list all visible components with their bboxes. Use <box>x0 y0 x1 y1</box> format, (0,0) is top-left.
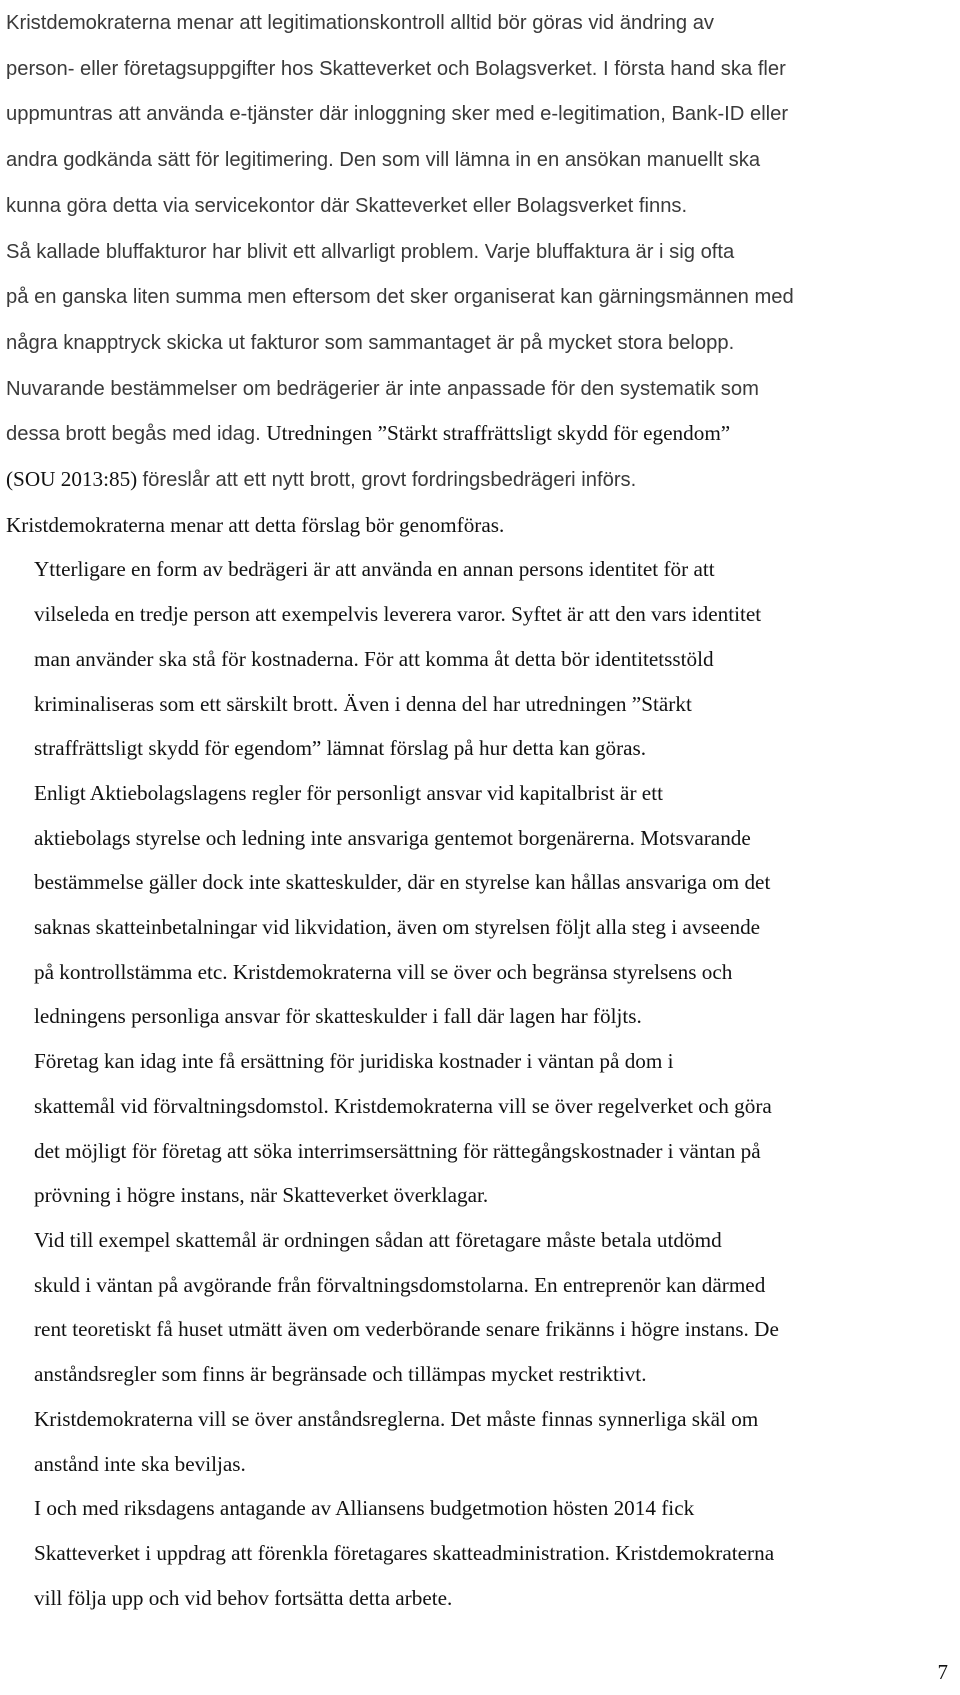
paragraph <box>6 0 954 229</box>
text-run: Ytterligare en form av bedrägeri är att använda en annan persons identitet för att <box>34 557 715 582</box>
text-run: kunna göra detta via servicekontor där Skatteverket eller Bolagsverket finns. <box>6 194 688 217</box>
text-run: skuld i väntan på avgörande från förvaltningsdomstolarna. En entreprenör kan därmed <box>34 1272 766 1297</box>
text-line <box>6 905 954 950</box>
text-run: Nuvarande bestämmelser om bedrägerier är inte anpassade för den systematik som <box>6 377 759 400</box>
text-run: anståndsregler som finns är begränsade och tillämpas mycket restriktivt. <box>34 1362 647 1387</box>
text-run: man använder ska stå för kostnaderna. För att komma åt detta bör identitetsstöld <box>34 646 714 671</box>
text-run: aktiebolags styrelse och ledning inte ansvariga gentemot borgenärerna. Motsvarande <box>34 825 751 850</box>
text-run: Utredningen ”Stärkt straffrättsligt skydd för egendom” <box>266 421 731 446</box>
paragraph <box>6 771 954 1039</box>
text-line <box>6 547 954 592</box>
text-line <box>6 1397 954 1442</box>
text-run: skattemål vid förvaltningsdomstol. Kristdemokraterna vill se över regelverket och göra <box>34 1093 772 1118</box>
text-line <box>6 503 954 548</box>
text-run: andra godkända sätt för legitimering. Den som vill lämna in en ansökan manuellt ska <box>6 149 761 172</box>
text-line <box>6 366 954 412</box>
text-line <box>6 183 954 229</box>
paragraph <box>6 1218 954 1486</box>
text-run: kriminaliseras som ett särskilt brott. Även i denna del har utredningen ”Stärkt <box>34 691 692 716</box>
text-line <box>6 46 954 92</box>
text-run: Kristdemokraterna menar att detta förslag bör genomföras. <box>6 512 505 537</box>
text-line <box>6 1039 954 1084</box>
text-line <box>6 1531 954 1576</box>
text-line <box>6 1352 954 1397</box>
text-line <box>6 320 954 366</box>
text-line <box>6 1307 954 1352</box>
text-run: I och med riksdagens antagande av Alliansens budgetmotion hösten 2014 fick <box>34 1496 695 1521</box>
text-line <box>6 1084 954 1129</box>
text-run: ledningens personliga ansvar för skatteskulder i fall där lagen har följts. <box>34 1004 642 1029</box>
text-run: föreslår att ett nytt brott, grovt fordringsbedrägeri införs. <box>142 469 637 492</box>
page-number: 7 <box>937 1660 948 1684</box>
text-run: på kontrollstämma etc. Kristdemokraterna vill se över och begränsa styrelsens och <box>34 959 733 984</box>
text-line <box>6 1442 954 1487</box>
text-run: uppmuntras att använda e-tjänster där inloggning sker med e-legitimation, Bank-ID eller <box>6 103 789 126</box>
paragraph <box>6 547 954 771</box>
text-run: vilseleda en tredje person att exempelvis leverera varor. Syftet är att den vars identitet <box>34 602 762 627</box>
text-line <box>6 860 954 905</box>
text-line <box>6 91 954 137</box>
text-line <box>6 1576 954 1621</box>
text-run: anstånd inte ska beviljas. <box>34 1451 246 1476</box>
paragraph <box>6 1039 954 1218</box>
text-run: Skatteverket i uppdrag att förenkla företagares skatteadministration. Kristdemokraterna <box>34 1540 775 1565</box>
text-line <box>6 592 954 637</box>
text-line <box>6 637 954 682</box>
text-run: Enligt Aktiebolagslagens regler för personligt ansvar vid kapitalbrist är ett <box>34 780 663 805</box>
text-line <box>6 816 954 861</box>
text-line <box>6 950 954 995</box>
text-run: vill följa upp och vid behov fortsätta detta arbete. <box>34 1585 453 1610</box>
text-run: (SOU 2013:85) <box>6 467 143 492</box>
text-run: person- eller företagsuppgifter hos Skatteverket och Bolagsverket. I första hand ska fler <box>6 57 786 80</box>
paragraph <box>6 229 954 548</box>
body-text <box>6 0 954 1620</box>
text-line <box>6 137 954 183</box>
text-run: bestämmelse gäller dock inte skatteskulder, där en styrelse kan hållas ansvariga om det <box>34 870 771 895</box>
text-line <box>6 682 954 727</box>
text-line <box>6 1218 954 1263</box>
text-run: Företag kan idag inte få ersättning för juridiska kostnader i väntan på dom i <box>34 1049 674 1074</box>
text-run: Kristdemokraterna vill se över anståndsreglerna. Det måste finnas synnerliga skäl om <box>34 1406 759 1431</box>
text-run: några knapptryck skicka ut fakturor som sammantaget är på mycket stora belopp. <box>6 331 735 354</box>
text-line <box>6 274 954 320</box>
text-run: prövning i högre instans, när Skatteverket överklagar. <box>34 1183 489 1208</box>
text-line <box>6 457 954 503</box>
text-line <box>6 411 954 457</box>
text-run: Kristdemokraterna menar att legitimationskontroll alltid bör göras vid ändring av <box>6 12 715 34</box>
text-run: Vid till exempel skattemål är ordningen sådan att företagare måste betala utdömd <box>34 1227 722 1252</box>
text-line <box>6 1486 954 1531</box>
text-line <box>6 1263 954 1308</box>
text-line <box>6 0 954 46</box>
text-run: Så kallade bluffakturor har blivit ett allvarligt problem. Varje bluffaktura är i sig ofta <box>6 240 735 263</box>
text-line <box>6 1129 954 1174</box>
text-line <box>6 1173 954 1218</box>
text-line <box>6 994 954 1039</box>
text-run: det möjligt för företag att söka interrimsersättning för rättegångskostnader i väntan på <box>34 1138 761 1163</box>
text-line <box>6 229 954 275</box>
text-run: saknas skatteinbetalningar vid likvidation, även om styrelsen följt alla steg i avseende <box>34 915 761 940</box>
text-run: rent teoretiskt få huset utmätt även om vederbörande senare frikänns i högre instans. De <box>34 1317 779 1342</box>
text-line <box>6 726 954 771</box>
text-run: på en ganska liten summa men eftersom det sker organiserat kan gärningsmännen med <box>6 286 794 309</box>
text-line <box>6 771 954 816</box>
text-run: dessa brott begås med idag. <box>6 423 267 446</box>
paragraph <box>6 1486 954 1620</box>
text-run: straffrättsligt skydd för egendom” lämnat förslag på hur detta kan göras. <box>34 736 647 761</box>
